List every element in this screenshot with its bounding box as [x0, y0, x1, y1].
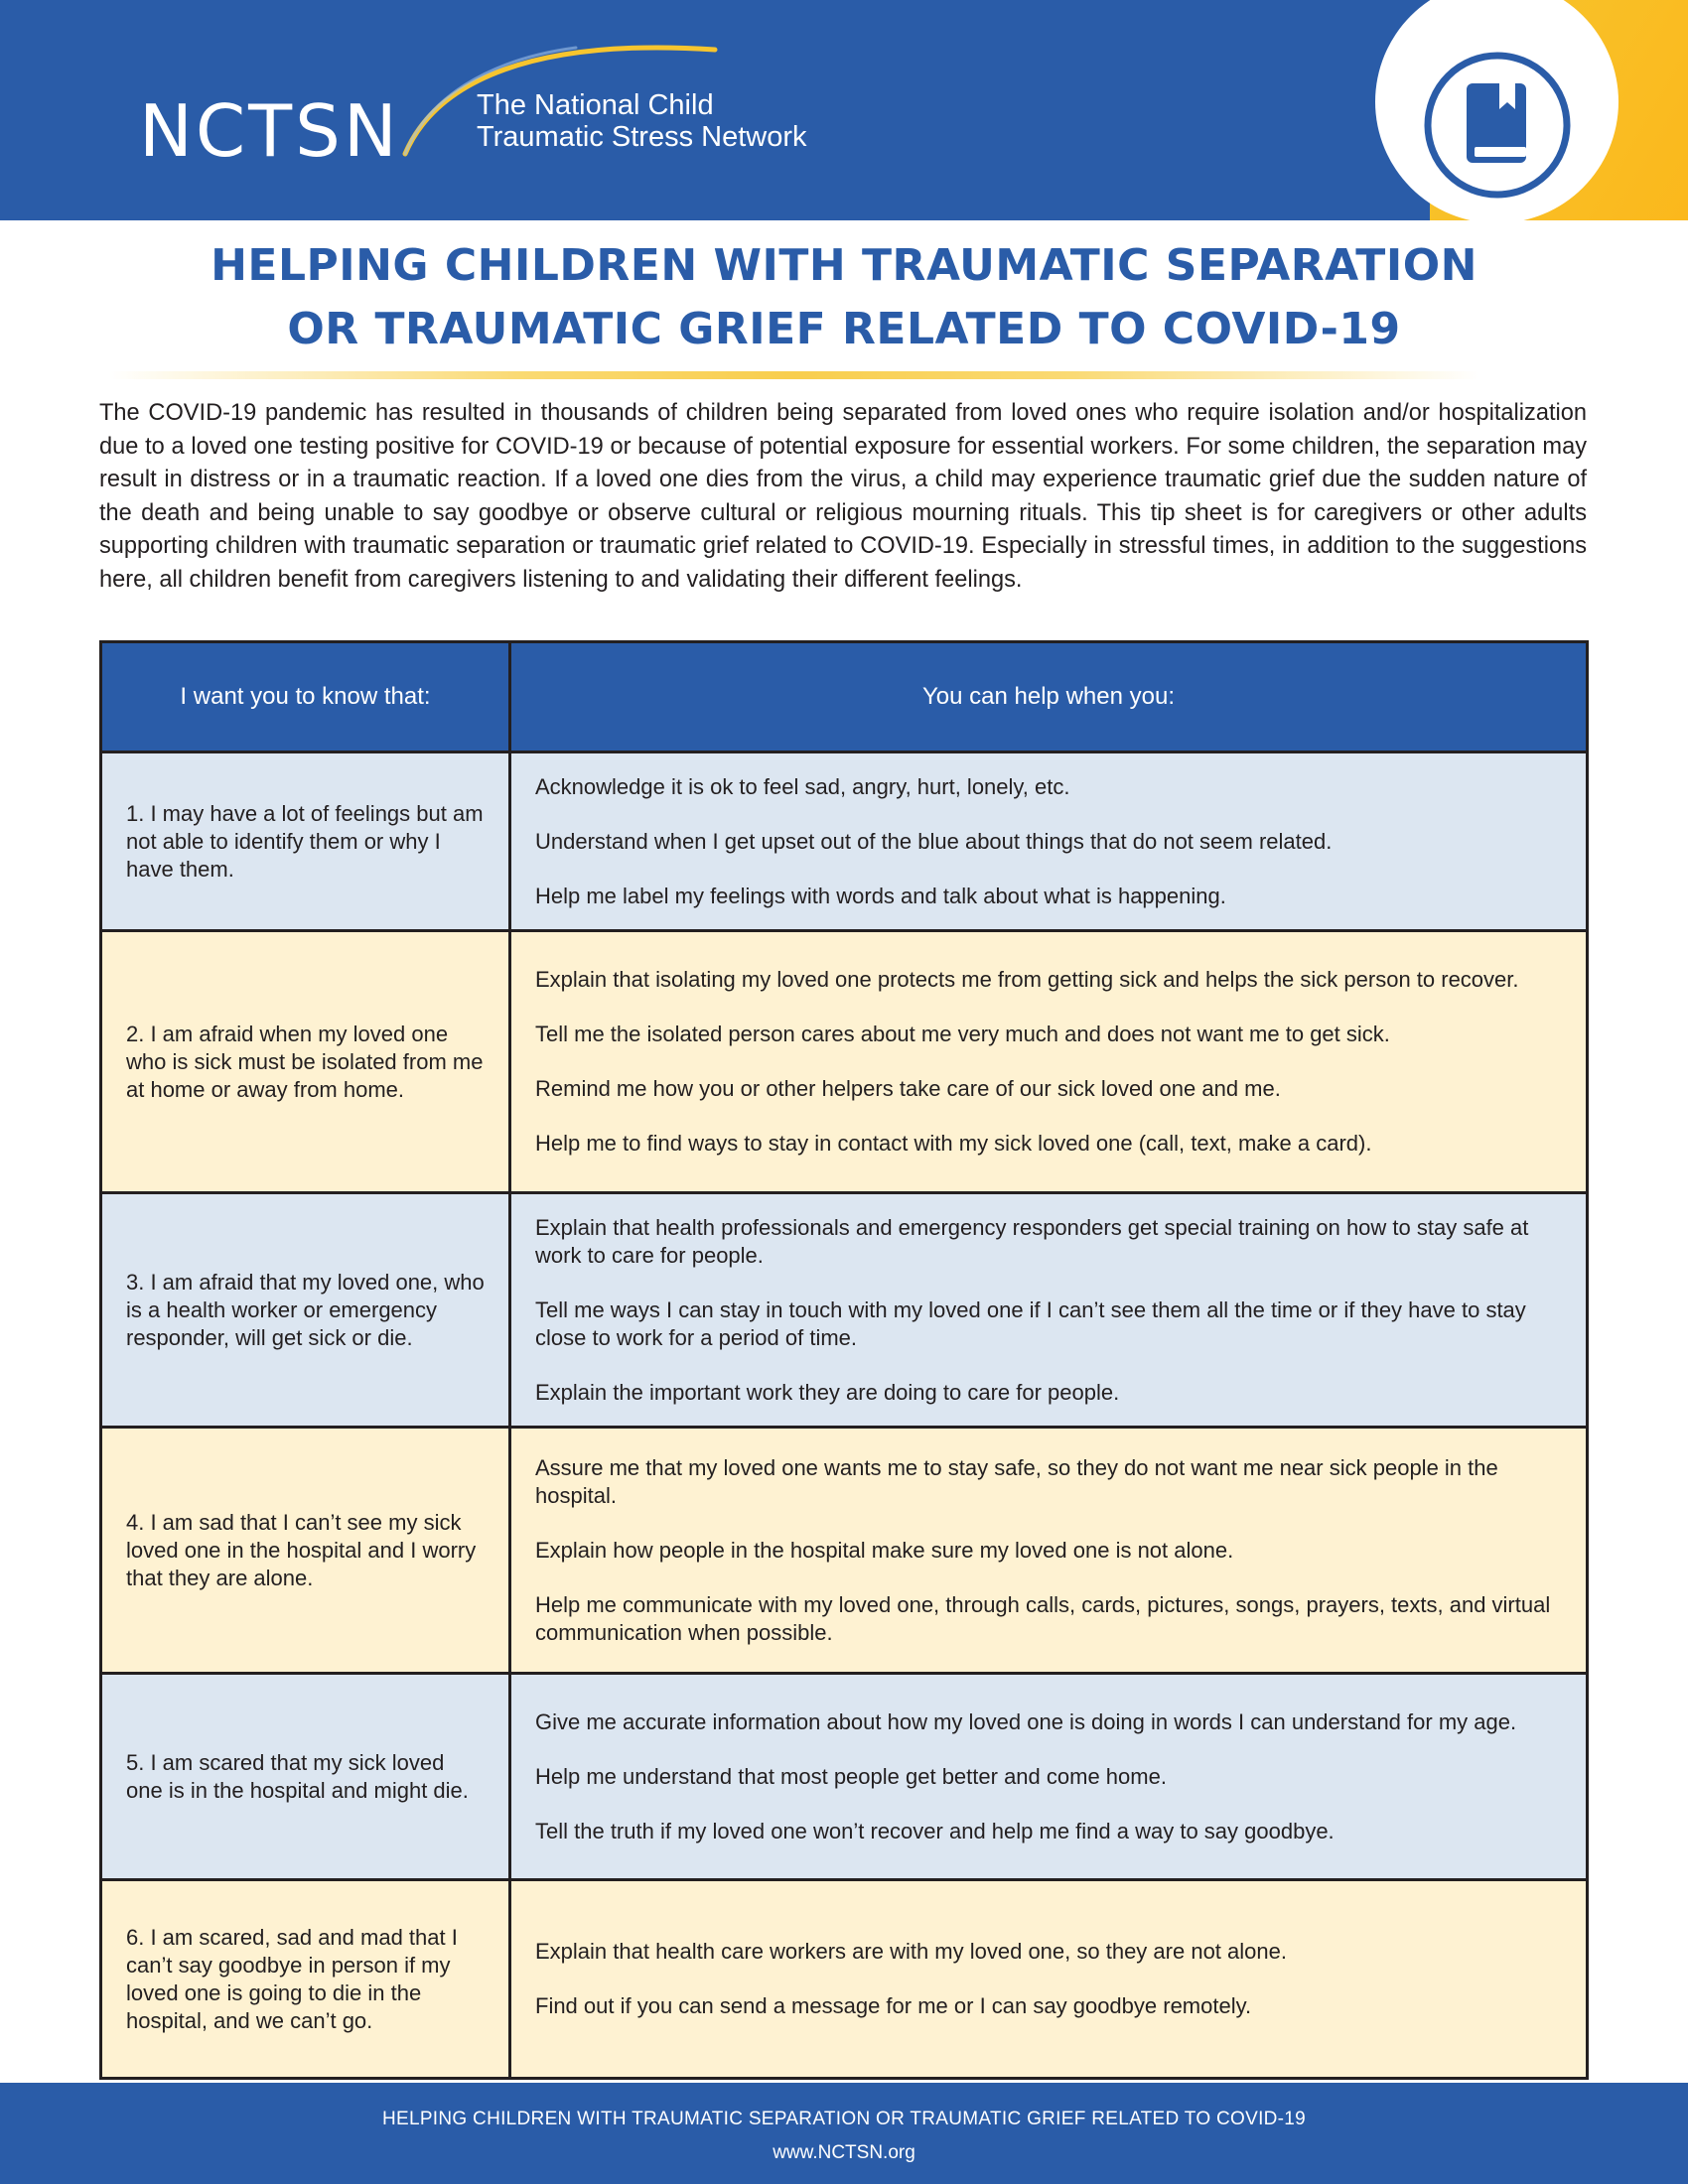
know-cell: 2. I am afraid when my loved one who is sick must be isolated from me at home or away from home. — [101, 931, 510, 1193]
logo-wordmark: NCTSN — [139, 89, 400, 173]
know-cell: 6. I am scared, sad and mad that I can’t say goodbye in person if my loved one is going to die in the hospital, and we can’t go. — [101, 1880, 510, 2079]
help-item: Remind me how you or other helpers take care of our sick loved one and me. — [535, 1076, 1281, 1101]
help-item: Help me understand that most people get better and come home. — [535, 1763, 1167, 1789]
know-cell: 3. I am afraid that my loved one, who is a health worker or emergency responder, will get sick or die. — [101, 1193, 510, 1428]
header-know: I want you to know that: — [101, 642, 510, 752]
footer-url-link[interactable]: www.NCTSN.org — [773, 2142, 915, 2163]
nctsn-logo — [139, 40, 834, 179]
page-title: HELPING CHILDREN WITH TRAUMATIC SEPARATION OR TRAUMATIC GRIEF RELATED TO COVID-19 — [211, 240, 1477, 354]
help-item: Help me to find ways to stay in contact with my sick loved one (call, text, make a card). — [535, 1131, 1372, 1156]
help-cell — [510, 1880, 1588, 2079]
book-icon — [1420, 48, 1575, 203]
intro-paragraph: The COVID-19 pandemic has resulted in thousands of children being separated from loved ones who require isolation and/or hospitalization due to a loved one testing positive for COVID-19 or because of potential exposure for essential workers. For some children, the separation may result in distress or in a traumatic reaction. If a loved one dies from the virus, a child may experience traumatic grief due the sudden nature of the death and being unable to say goodbye or observe cultural or religious mourning rituals. This tip sheet is for caregivers or other adults supporting children with traumatic separation or traumatic grief related to COVID-19. Especially in stressful times, in addition to the suggestions here, all children benefit from caregivers listening to and validating their different feelings. — [99, 400, 1587, 593]
help-item: Find out if you can send a message for me or I can say goodbye remotely. — [535, 1993, 1252, 2018]
help-item: Explain the important work they are doing to care for people. — [535, 1379, 1120, 1405]
table-row — [101, 1193, 1588, 1428]
help-cell — [510, 752, 1588, 931]
help-cell — [510, 1428, 1588, 1674]
help-item: Explain that health care workers are with my loved one, so they are not alone. — [535, 1939, 1287, 1964]
table-row — [101, 752, 1588, 931]
help-cell — [510, 1193, 1588, 1428]
help-item: Tell me ways I can stay in touch with my loved one if I can’t see them all the time or if they have to stay close to work for a period of time. — [535, 1297, 1526, 1350]
tips-table — [99, 640, 1589, 2080]
help-item: Assure me that my loved one wants me to stay safe, so they do not want me near sick people in the hospital. — [535, 1454, 1498, 1508]
help-cell — [510, 931, 1588, 1193]
help-item: Help me communicate with my loved one, through calls, cards, pictures, songs, prayers, texts, and virtual communication when possible. — [535, 1591, 1551, 1645]
title-divider — [109, 371, 1479, 379]
header-help: You can help when you: — [510, 642, 1588, 752]
know-cell: 1. I may have a lot of feelings but am not able to identify them or why I have them. — [101, 752, 510, 931]
help-item: Acknowledge it is ok to feel sad, angry, hurt, lonely, etc. — [535, 773, 1070, 799]
know-cell: 4. I am sad that I can’t see my sick loved one in the hospital and I worry that they are alone. — [101, 1428, 510, 1674]
help-item: Tell the truth if my loved one won’t recover and help me find a way to say goodbye. — [535, 1818, 1335, 1843]
help-item: Explain that isolating my loved one protects me from getting sick and helps the sick person to recover. — [535, 967, 1519, 992]
table-row — [101, 1880, 1588, 2079]
know-cell: 5. I am scared that my sick loved one is in the hospital and might die. — [101, 1674, 510, 1880]
table-row — [101, 931, 1588, 1193]
logo-org-name: The National Child Traumatic Stress Network — [477, 89, 807, 153]
help-item: Explain that health professionals and emergency responders get special training on how to stay safe at work to care for people. — [535, 1214, 1529, 1268]
footer-title: HELPING CHILDREN WITH TRAUMATIC SEPARATION OR TRAUMATIC GRIEF RELATED TO COVID-19 — [381, 2109, 1307, 2129]
page-footer — [0, 2083, 1688, 2184]
table-row — [101, 1674, 1588, 1880]
table-row — [101, 1428, 1588, 1674]
help-item: Give me accurate information about how my loved one is doing in words I can understand for my age. — [535, 1708, 1517, 1734]
help-item: Tell me the isolated person cares about me very much and does not want me to get sick. — [535, 1022, 1390, 1046]
help-item: Help me label my feelings with words and talk about what is happening. — [535, 883, 1226, 908]
table-header-row — [101, 642, 1588, 752]
help-item: Understand when I get upset out of the blue about things that do not seem related. — [535, 828, 1333, 854]
help-cell — [510, 1674, 1588, 1880]
page-header — [0, 0, 1688, 220]
help-item: Explain how people in the hospital make sure my loved one is not alone. — [535, 1537, 1234, 1563]
